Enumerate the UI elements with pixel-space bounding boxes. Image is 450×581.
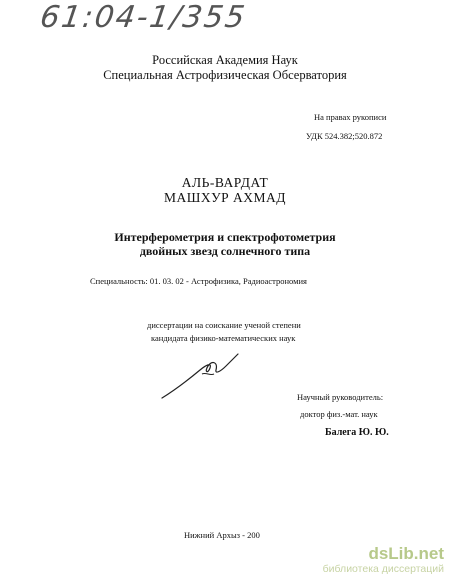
handwritten-archive-number: 61:04-1/355 xyxy=(38,0,249,35)
author-surname: АЛЬ-ВАРДАТ xyxy=(181,175,269,190)
institution-line-1: Российская Академия Наук xyxy=(152,53,298,67)
specialty: Специальность: 01. 03. 02 - Астрофизика, Радиоастрономия xyxy=(90,276,307,286)
title-line-1: Интерферометрия и спектрофотометрия xyxy=(114,230,336,244)
dissertation-line-1: диссертации на соискание ученой степени xyxy=(147,320,301,330)
supervisor-label: Научный руководитель: xyxy=(297,392,384,402)
title-line-2: двойных звезд солнечного типа xyxy=(139,244,311,258)
dissertation-line-2: кандидата физико-математических наук xyxy=(151,333,296,343)
watermark-subtitle: библиотека диссертаций xyxy=(322,563,444,575)
watermark xyxy=(323,545,444,575)
place-year: Нижний Архыз - 200 xyxy=(184,530,260,540)
manuscript-note: На правах рукописи xyxy=(314,112,387,122)
author-given-names: МАШХУР АХМАД xyxy=(163,190,287,205)
signature xyxy=(160,352,240,402)
watermark-logo: dsLib.net xyxy=(368,544,444,563)
supervisor-name: Балега Ю. Ю. xyxy=(325,427,389,438)
institution-line-2: Специальная Астрофизическая Обсерватория xyxy=(103,68,347,82)
udc-code: УДК 524.382;520.872 xyxy=(306,131,383,141)
supervisor-degree: доктор физ.-мат. наук xyxy=(300,409,378,419)
